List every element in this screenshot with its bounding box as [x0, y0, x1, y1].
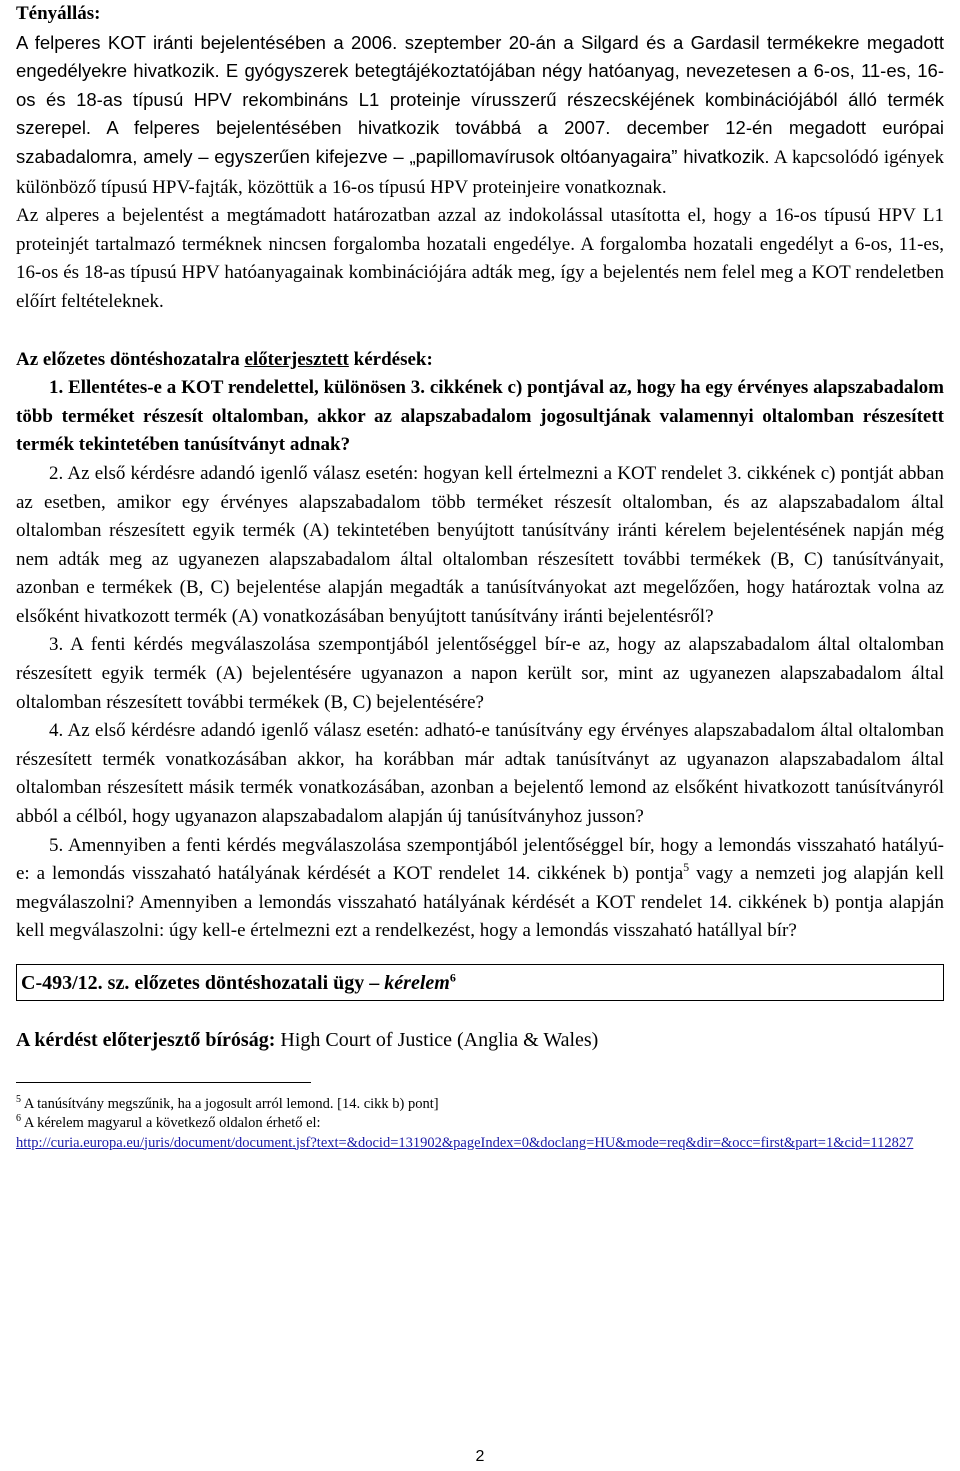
footnote-ref-6[interactable]: 6 — [449, 970, 456, 985]
questions-heading-underlined: előterjesztett — [244, 348, 349, 370]
question-5 — [16, 832, 944, 946]
referring-court — [16, 1026, 944, 1055]
case-box — [16, 964, 944, 1001]
referring-court-label: A kérdést előterjesztő bíróság: — [16, 1029, 276, 1051]
questions-heading-c: kérdések: — [348, 348, 433, 370]
facts-paragraph-1-claims: A kapcsolódó igények különböző típusú HPV-fajták, közöttük a 16-os típusú HPV proteinjeire vonatkoznak. — [16, 146, 945, 198]
question-3: 3. A fenti kérdés megválaszolása szempontjából jelentőséggel bír-e az, hogy az alapszabadalom által oltalomban részesített egyik termék (A) bejelentésére ugyanazon a napon került sor, mint az ugyanezen alapszabadalom által oltalomban részesített további termékek (B, C) bejelentésére? — [16, 634, 944, 713]
footnote-5-number: 5 — [16, 1093, 21, 1105]
referring-court-value: High Court of Justice (Anglia & Wales) — [275, 1029, 599, 1051]
question-2: 2. Az első kérdésre adandó igenlő válasz esetén: hogyan kell értelmezni a KOT rendelet 3. cikkének c) pontját abban az esetben, amikor egy érvényes alapszabadalom több terméket részesít oltalomban, és az alapszabadalom által oltalomban részesített egyik termék (A) tekintetében benyújtott tanúsítvány iránti kérelem bejelentésének napján még nem adták meg az ugyanezen alapszabadalom által oltalomban részesített további termékek (B, C) tanúsítványait, azonban e termékek (B, C) bejelentése alapján megadták a tanúsítványokat azt megelőzően, hogy határoztak volna az elsőként hivatkozott termék (A) vonatkozásában benyújtott tanúsítvány iránti bejelentésről? — [16, 462, 944, 627]
question-1: 1. Ellentétes-e a KOT rendelettel, különösen 3. cikkének c) pontjával az, hogy ha egy érvényes alapszabadalom több terméket részesít oltalomban, akkor az alapszabadalom jogosultjának valamennyi oltalomban részesített termék tekintetében tanúsítványt adnak? — [16, 377, 944, 456]
case-box-title: C-493/12. sz. előzetes döntéshozatali ügy – — [21, 972, 385, 994]
document-page — [16, 0, 944, 1153]
facts-paragraph-1 — [16, 29, 944, 203]
question-4: 4. Az első kérdésre adandó igenlő válasz esetén: adható-e tanúsítvány egy érvényes alapszabadalom által oltalomban részesített termék vonatkozásában akkor, ha korábban már adtak tanúsítványt az ugyanazon alapszabadalom által oltalomban részesített másik termék vonatkozásában, azonban a bejelentő lemond az elsőként hivatkozott tanúsítványról abból a célból, hogy ugyanazon alapszabadalom alapján új tanúsítványhoz jusson? — [16, 720, 944, 828]
footnote-divider — [16, 1082, 311, 1083]
footnote-ref-5[interactable]: 5 — [683, 860, 690, 875]
footnote-6 — [16, 1114, 944, 1134]
question-5-text-a: 5. Amennyiben a fenti kérdés megválaszolása szempontjából jelentőséggel bír, hogy a lemondás visszaható hatályú-e: a lemondás visszaható hatályának kérdését a KOT rendelet 14. cikkének b) pontja — [16, 834, 944, 885]
facts-paragraph-2: Az alperes a bejelentést a megtámadott határozatban azzal az indokolással utasította el, hogy a 16-os típusú HPV L1 proteinjét tartalmazó terméknek nincsen forgalomba hozatali engedélye. A forgalomba hozatali engedélyt a 6-os, 11-es, 16-os és 18-as típusú HPV hatóanyagainak kombinációjára adták meg, így a bejelentés nem felel meg a KOT rendeletben előírt feltételeknek. — [16, 205, 944, 312]
footnote-6-text: A kérelem magyarul a következő oldalon érhető el: — [21, 1115, 321, 1132]
facts-heading: Tényállás: — [16, 3, 101, 24]
footnote-5 — [16, 1095, 944, 1115]
case-box-request: kérelem — [384, 972, 450, 994]
questions-heading — [16, 346, 944, 375]
facts-paragraph-1-text: A felperes KOT iránti bejelentésében a 2006. szeptember 20-án a Silgard és a Gardasil termékekre megadott engedélyekre hivatkozik. E gyógyszerek betegtájékoztatójában négy hatóanyag, nevezetesen a 6-os, 11-es, 16-os és 18-as típusú HPV rekombináns L1 proteinje vírusszerű részecskéjének kombinációjából álló termék szerepel. A felperes bejelentésében hivatkozik továbbá a 2007. december 12-én megadott európai szabadalomra, amely – egyszerűen kifejezve – „papillomavírusok oltóanyagaira” hivatkozik. — [16, 31, 944, 167]
page-number: 2 — [475, 1448, 485, 1465]
footnote-6-link[interactable]: http://curia.europa.eu/juris/document/document.jsf?text=&docid=131902&pageIndex=0&doclang=HU&mode=req&dir=&occ=first&part=1&cid=112827 — [16, 1134, 914, 1151]
questions-heading-a: Az előzetes döntéshozatalra — [16, 348, 245, 370]
footnotes — [16, 1095, 944, 1154]
footnote-5-text: A tanúsítvány megszűnik, ha a jogosult arról lemond. [14. cikk b) pont] — [21, 1095, 439, 1112]
footnote-6-number: 6 — [16, 1113, 21, 1125]
question-5-text-b: vagy a nemzeti jog alapján kell megválaszolni? Amennyiben a lemondás visszaható hatályának kérdését a KOT rendelet 14. cikkének b) pontja alapján kell megválaszolni: úgy kell-e értelmezni ezt a rendelkezést, hogy a lemondás visszaható hatállyal bír? — [16, 863, 944, 942]
